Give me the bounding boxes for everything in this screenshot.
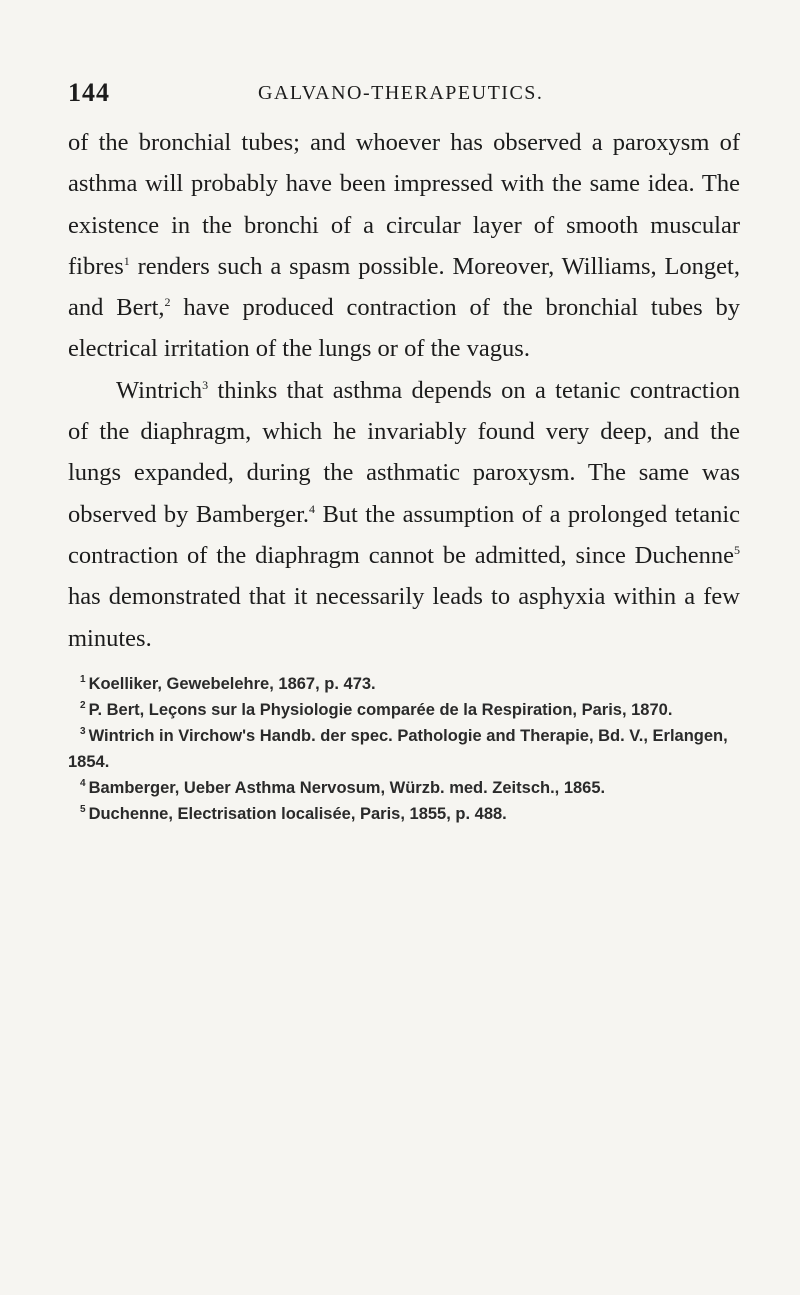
running-head: [68, 78, 740, 118]
book-page: [68, 78, 740, 827]
text-segment: has demonstrated that it necessarily leads to asphyxia within a few minutes.: [68, 583, 740, 652]
footnote-text: Bamberger, Ueber Asthma Nervosum, Würzb. med. Zeitsch., 1865.: [88, 778, 606, 797]
footnote-text: P. Bert, Leçons sur la Physiologie comparée de la Respiration, Paris, 1870.: [88, 700, 673, 719]
footnote-text: Koelliker, Gewebelehre, 1867, p. 473.: [88, 674, 376, 693]
footnote-mark: 4: [80, 778, 86, 790]
footnote-text: Duchenne, Electrisation localisée, Paris, 1855, p. 488.: [88, 804, 507, 823]
running-title: GALVANO-THERAPEUTICS.: [258, 82, 544, 104]
body-text: [68, 122, 740, 659]
paragraph-1: [68, 122, 740, 370]
footnote: [68, 671, 740, 697]
text-segment: Wintrich: [116, 376, 203, 404]
footnote-reference: 2: [164, 295, 171, 310]
footnote-reference: 3: [202, 377, 209, 392]
footnote-mark: 1: [80, 674, 86, 686]
footnote-reference: 4: [309, 501, 316, 516]
footnote-mark: 2: [80, 700, 86, 712]
footnote-mark: 3: [80, 726, 86, 738]
footnote-mark: 5: [80, 804, 86, 816]
footnotes: [68, 671, 740, 827]
footnote-reference: 5: [734, 542, 740, 557]
text-segment: thinks that asthma depends on a tetanic contraction of the diaphragm, which he invariably found very deep, and the lungs expanded, during the asthmatic paroxysm. The same was observed by Bamberger.: [68, 376, 740, 528]
footnote: [68, 801, 740, 827]
text-segment: of the bronchial tubes; and whoever has observed a paroxysm of asthma will probably have been impressed with the same idea. The existence in the bronchi of a circular layer of smooth muscular fibres: [68, 129, 740, 280]
footnote: [68, 723, 740, 775]
text-segment: have produced contraction of the bronchial tubes by electrical irritation of the lungs or of the vagus.: [68, 294, 740, 363]
footnote: [68, 775, 740, 801]
text-segment: renders such a spasm possible. Moreover, Williams, Longet, and Bert,: [68, 252, 740, 322]
footnote-reference: 1: [123, 253, 130, 268]
footnote: [68, 697, 740, 723]
footnote-text: Wintrich in Virchow's Handb. der spec. Pathologie and Therapie, Bd. V., Erlangen, 1854.: [68, 726, 728, 771]
text-segment: But the assumption of a prolonged tetanic contraction of the diaphragm cannot be admitted, since Duchenne: [68, 500, 740, 569]
paragraph-2: [68, 370, 740, 659]
page-number: 144: [68, 78, 110, 107]
